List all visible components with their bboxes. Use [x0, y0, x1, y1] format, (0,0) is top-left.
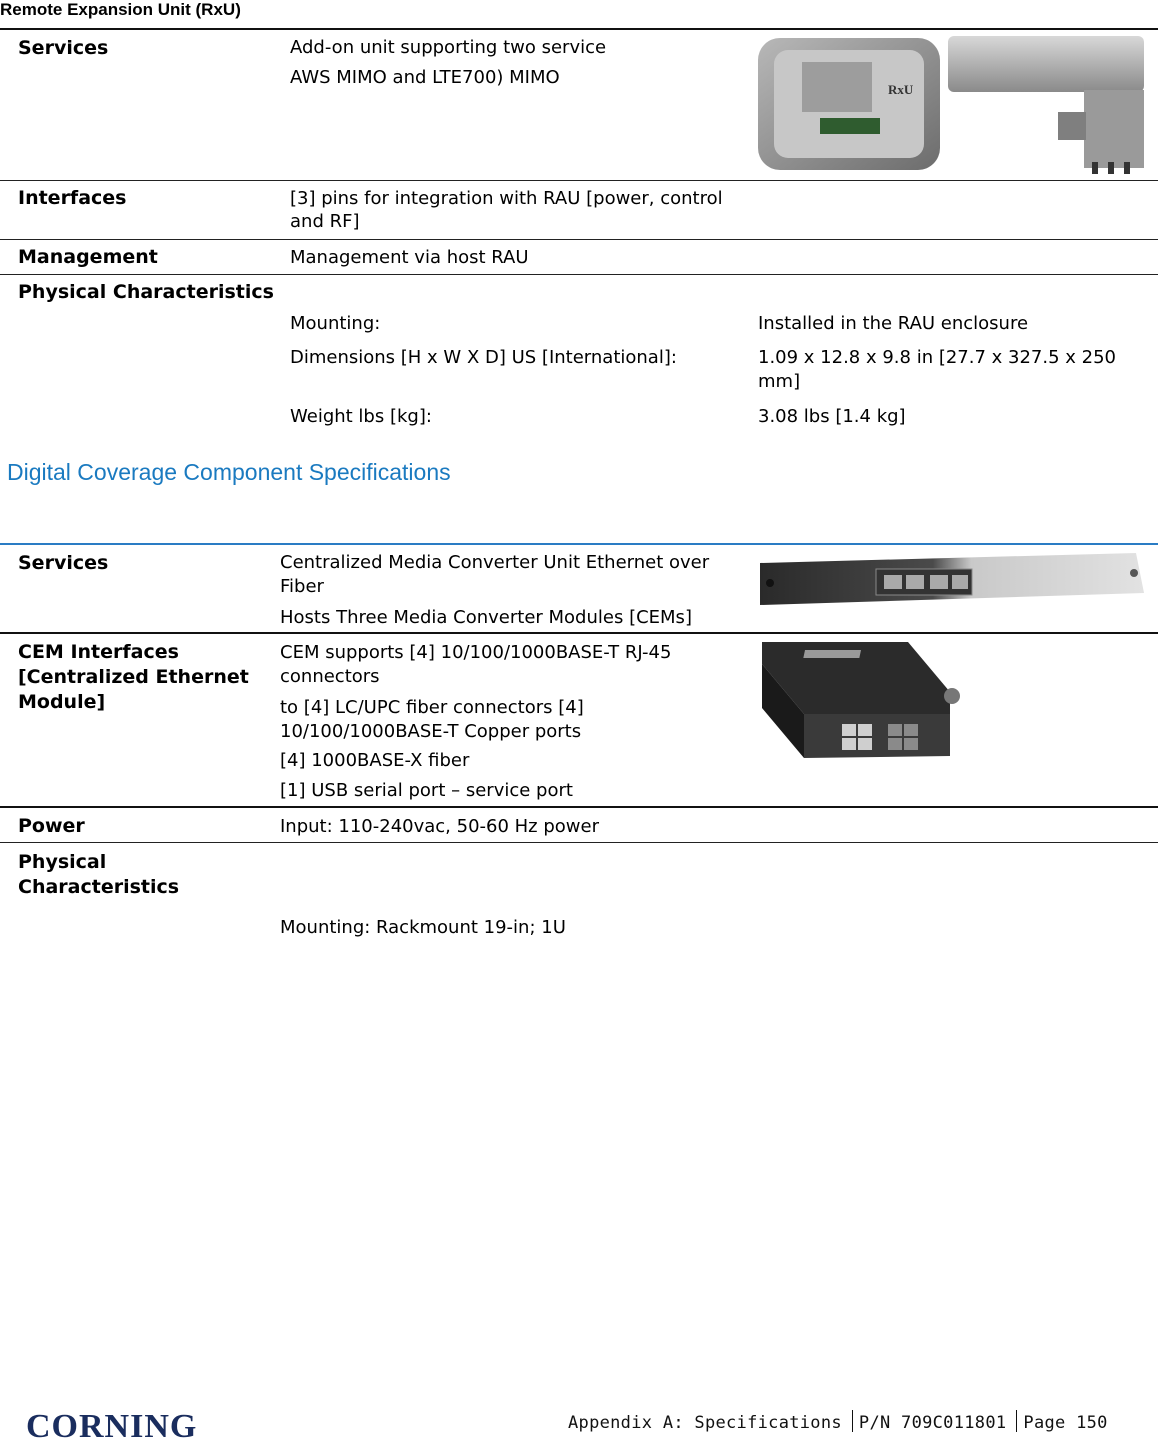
section-title: Digital Coverage Component Specifications: [7, 459, 451, 485]
row-label-services: Services: [18, 552, 109, 574]
footer-appendix: Appendix A: Specifications: [568, 1413, 842, 1433]
cem-line: [4] 1000BASE-X fiber: [280, 750, 470, 771]
table-rule: [0, 274, 1158, 275]
row-label-physical: Characteristics: [18, 876, 180, 898]
rxu-product-image: [752, 32, 1152, 177]
services-line: Add-on unit supporting two service: [290, 37, 607, 58]
cem-line: [1] USB serial port – service port: [280, 780, 573, 801]
spec-value-mounting: Installed in the RAU enclosure: [758, 313, 1029, 334]
spec-value-dimensions: 1.09 x 12.8 x 9.8 in [27.7 x 327.5 x 250: [758, 347, 1117, 368]
rxu-table-header: Remote Expansion Unit (RxU): [0, 0, 241, 19]
services-line: AWS MIMO and LTE700) MIMO: [290, 67, 560, 88]
row-label-interfaces: Interfaces: [18, 187, 127, 209]
interfaces-line: and RF]: [290, 211, 360, 232]
cmcu-services-line: Centralized Media Converter Unit Ethernet over: [280, 552, 710, 573]
table-rule: [0, 180, 1158, 181]
cem-line: 10/100/1000BASE-T Copper ports: [280, 721, 582, 742]
spec-name-weight: Weight lbs [kg]:: [290, 406, 432, 427]
cmcu-services-line: Fiber: [280, 576, 324, 597]
row-label-cem-interfaces: Module]: [18, 691, 106, 713]
corning-logo: CORNING: [26, 1408, 198, 1445]
power-line: Input: 110-240vac, 50-60 Hz power: [280, 816, 599, 837]
cem-line: to [4] LC/UPC fiber connectors [4]: [280, 697, 584, 718]
row-label-cem-interfaces: CEM Interfaces: [18, 641, 179, 663]
row-label-power: Power: [18, 815, 85, 837]
spec-value-weight: 3.08 lbs [1.4 kg]: [758, 406, 906, 427]
row-label-cem-interfaces: [Centralized Ethernet: [18, 666, 249, 688]
cem-line: CEM supports [4] 10/100/1000BASE-T RJ-45: [280, 642, 672, 663]
page-footer: [568, 1410, 1108, 1433]
spec-name-mounting: Mounting:: [290, 313, 381, 334]
table-rule: [0, 28, 1158, 30]
table-rule: [0, 239, 1158, 240]
footer-page-number: Page 150: [1023, 1413, 1108, 1433]
cmcu-mounting-line: Mounting: Rackmount 19-in; 1U: [280, 917, 566, 938]
row-label-physical: Physical: [18, 851, 107, 873]
footer-part-number: P/N 709C011801: [858, 1413, 1007, 1433]
cem-module-image: [758, 636, 968, 764]
management-line: Management via host RAU: [290, 247, 529, 268]
spec-name-dimensions: Dimensions [H x W X D] US [International]:: [290, 347, 677, 368]
row-label-management: Management: [18, 246, 158, 268]
row-label-physical: Physical Characteristics: [18, 281, 274, 303]
table-rule: [0, 543, 1158, 545]
table-rule: [0, 632, 1158, 634]
row-label-services: Services: [18, 37, 109, 59]
cmcu-services-line: Hosts Three Media Converter Modules [CEMs]: [280, 607, 692, 628]
footer-divider: [1016, 1410, 1017, 1432]
footer-divider: [852, 1410, 853, 1432]
spec-value-dimensions-cont: mm]: [758, 371, 801, 392]
cmcu-product-image: [756, 549, 1148, 607]
svg-text:RxU: RxU: [888, 82, 914, 97]
interfaces-line: [3] pins for integration with RAU [power, control: [290, 188, 723, 209]
table-rule: [0, 806, 1158, 808]
table-rule: [0, 842, 1158, 843]
cem-line: connectors: [280, 666, 380, 687]
